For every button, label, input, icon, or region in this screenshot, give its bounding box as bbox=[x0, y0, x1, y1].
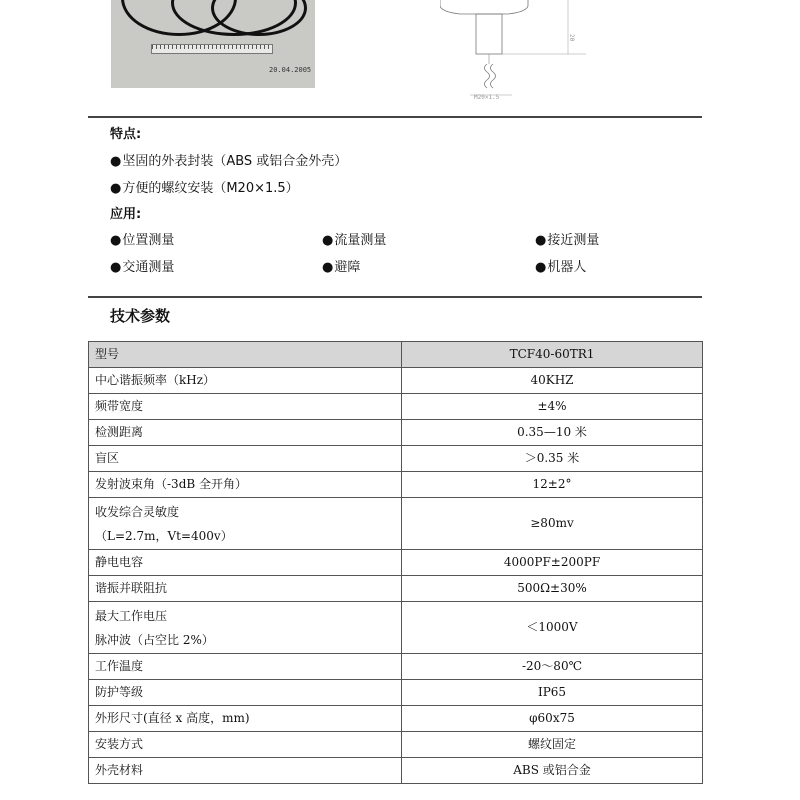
application-text: 避障 bbox=[334, 260, 361, 275]
section-divider bbox=[88, 296, 702, 298]
param-cell: 工作温度 bbox=[89, 654, 402, 680]
application-item bbox=[322, 256, 360, 275]
value-cell: ＜1000V bbox=[402, 602, 703, 654]
feature-item bbox=[110, 150, 347, 169]
bullet-icon: ● bbox=[110, 260, 122, 275]
application-item bbox=[535, 256, 586, 275]
param-cell: 外壳材料 bbox=[89, 758, 402, 784]
param-cell: 频带宽度 bbox=[89, 394, 402, 420]
table-row bbox=[89, 680, 703, 706]
applications-heading: 应用: bbox=[110, 207, 142, 222]
value-cell: IP65 bbox=[402, 680, 703, 706]
features-heading: 特点: bbox=[110, 127, 142, 142]
application-item bbox=[535, 229, 599, 248]
value-cell: ±4% bbox=[402, 394, 703, 420]
value-cell: 0.35—10 米 bbox=[402, 420, 703, 446]
spec-table bbox=[88, 341, 703, 784]
value-cell: ≥80mv bbox=[402, 498, 703, 550]
value-cell: 4000PF±200PF bbox=[402, 550, 703, 576]
param-cell: 安装方式 bbox=[89, 732, 402, 758]
table-header-row bbox=[89, 342, 703, 368]
value-cell: 500Ω±30% bbox=[402, 576, 703, 602]
application-text: 位置测量 bbox=[122, 233, 175, 248]
value-cell: -20～80℃ bbox=[402, 654, 703, 680]
param-line: 收发综合灵敏度 bbox=[95, 504, 180, 519]
table-row bbox=[89, 732, 703, 758]
value-cell: 40KHZ bbox=[402, 368, 703, 394]
table-row bbox=[89, 394, 703, 420]
param-line: 脉冲波（占空比 2%） bbox=[95, 632, 214, 647]
table-row bbox=[89, 654, 703, 680]
param-line: 最大工作电压 bbox=[95, 608, 168, 623]
photo-date-stamp: 20.04.2005 bbox=[269, 66, 312, 74]
feature-item bbox=[110, 177, 299, 196]
bullet-icon: ● bbox=[110, 154, 122, 169]
param-cell bbox=[89, 602, 402, 654]
thread-dimension-label: M20×1.5 bbox=[474, 94, 500, 101]
table-row bbox=[89, 602, 703, 654]
param-cell: 发射波束角（-3dB 全开角） bbox=[89, 472, 402, 498]
bullet-icon: ● bbox=[110, 181, 122, 196]
param-cell: 型号 bbox=[89, 342, 402, 368]
dimension-drawing bbox=[440, 0, 600, 105]
ruler bbox=[151, 44, 273, 54]
param-cell: 检测距离 bbox=[89, 420, 402, 446]
application-text: 交通测量 bbox=[122, 260, 175, 275]
param-cell: 谐振并联阻抗 bbox=[89, 576, 402, 602]
value-cell: φ60x75 bbox=[402, 706, 703, 732]
bullet-icon: ● bbox=[535, 233, 547, 248]
table-row bbox=[89, 550, 703, 576]
application-text: 机器人 bbox=[547, 260, 587, 275]
param-cell: 静电电容 bbox=[89, 550, 402, 576]
param-cell: 中心谐振频率（kHz） bbox=[89, 368, 402, 394]
table-row bbox=[89, 420, 703, 446]
feature-text: 坚固的外表封装（ABS 或铝合金外壳） bbox=[122, 154, 348, 169]
table-row bbox=[89, 498, 703, 550]
application-item bbox=[110, 229, 174, 248]
table-row bbox=[89, 446, 703, 472]
table-row bbox=[89, 576, 703, 602]
bullet-icon: ● bbox=[322, 260, 334, 275]
application-text: 流量测量 bbox=[334, 233, 387, 248]
application-text: 接近测量 bbox=[547, 233, 600, 248]
bullet-icon: ● bbox=[110, 233, 122, 248]
table-row bbox=[89, 472, 703, 498]
spec-heading: 技术参数 bbox=[110, 307, 171, 325]
dimension-height-label: 20 bbox=[568, 34, 575, 42]
value-cell: ABS 或铝合金 bbox=[402, 758, 703, 784]
application-item bbox=[322, 229, 386, 248]
application-item bbox=[110, 256, 174, 275]
param-line: （L=2.7m，Vt=400v） bbox=[95, 528, 233, 543]
bullet-icon: ● bbox=[535, 260, 547, 275]
param-cell: 外形尺寸(直径 x 高度，mm) bbox=[89, 706, 402, 732]
value-cell: TCF40-60TR1 bbox=[402, 342, 703, 368]
value-cell: ＞0.35 米 bbox=[402, 446, 703, 472]
section-divider bbox=[88, 116, 702, 118]
param-cell: 防护等级 bbox=[89, 680, 402, 706]
feature-text: 方便的螺纹安装（M20×1.5） bbox=[122, 181, 299, 196]
param-cell bbox=[89, 498, 402, 550]
value-cell: 12±2° bbox=[402, 472, 703, 498]
bullet-icon: ● bbox=[322, 233, 334, 248]
table-row bbox=[89, 758, 703, 784]
param-cell: 盲区 bbox=[89, 446, 402, 472]
table-row bbox=[89, 368, 703, 394]
value-cell: 螺纹固定 bbox=[402, 732, 703, 758]
table-row bbox=[89, 706, 703, 732]
product-photo bbox=[111, 0, 315, 88]
